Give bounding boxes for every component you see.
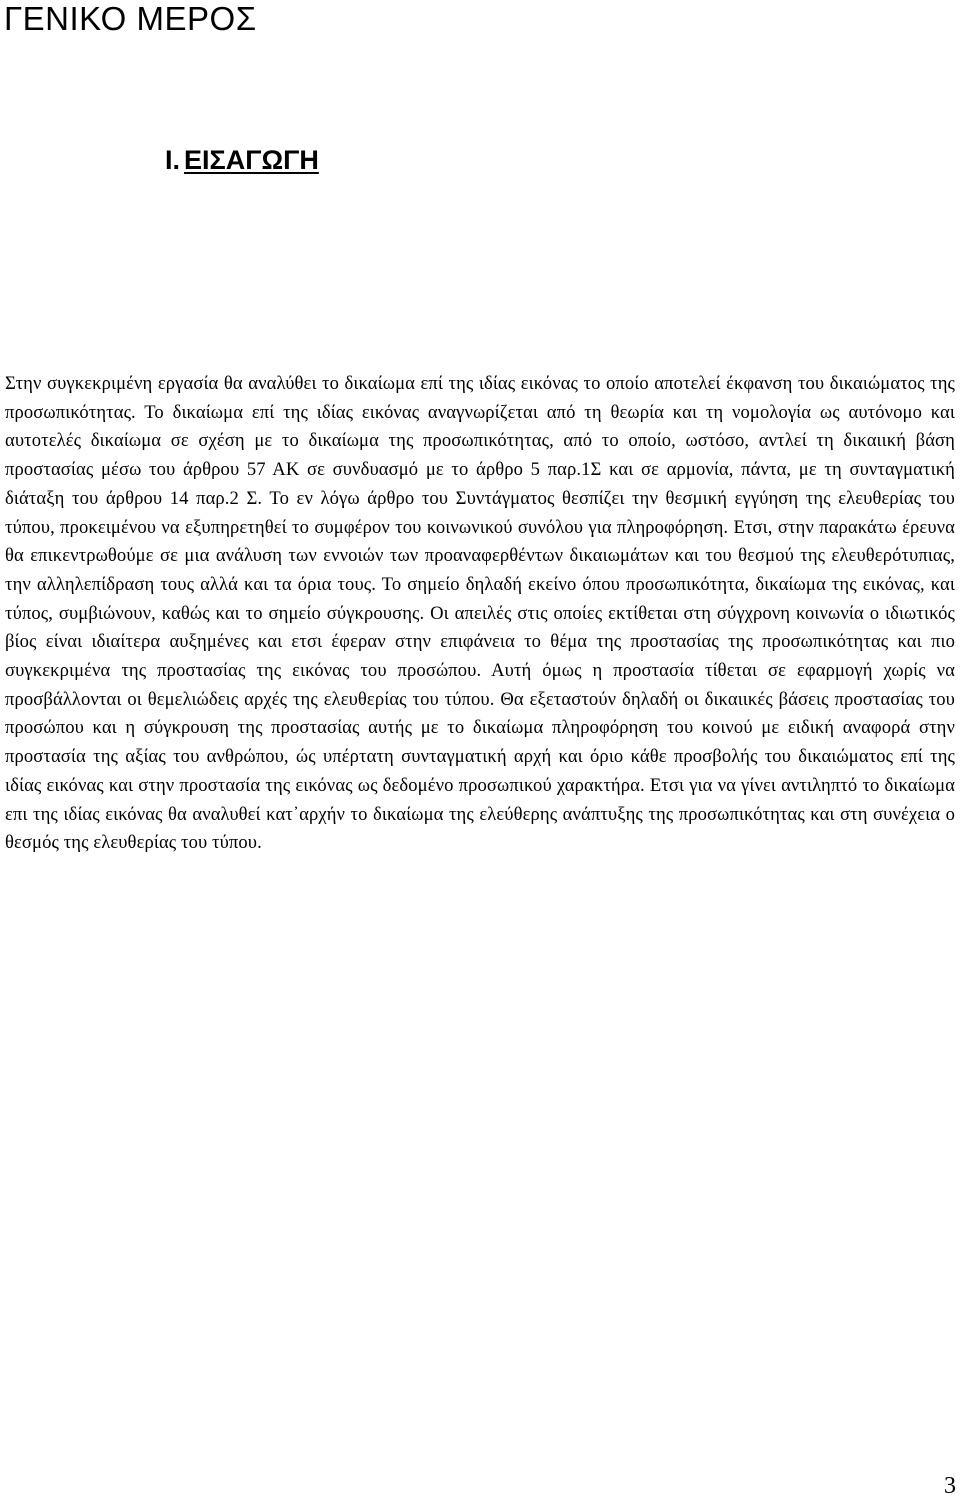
section-number: I. [165, 145, 181, 175]
introduction-paragraph: Στην συγκεκριμένη εργασία θα αναλύθει το δικαίωμα επί της ιδίας εικόνας το οποίο αποτελεί έκφανση του δικαιώματος της προσωπικότητας. Το δικαίωμα επί της ιδίας εικόνας αναγνωρίζεται από τη θεωρία και τη νομολογία ως αυτόνομο και αυτοτελές δικαίωμα σε σχέση με το δικαίωμα της προσωπικότητας, από το οποίο, ωστόσο, αντλεί τη δικαιική βάση προστασίας μέσω του άρθρου 57 ΑΚ σε συνδυασμό με το άρθρο 5 παρ.1Σ και σε αρμονία, πάντα, με τη συνταγματική διάταξη του άρθρου 14 παρ.2 Σ. Το εν λόγω άρθρο του Συντάγματος θεσπίζει την θεσμική εγγύηση της ελευθερίας του τύπου, προκειμένου να εξυπηρετηθεί το συμφέρον του κοινωνικού συνόλου για πληροφόρηση. Ετσι, στην παρακάτω έρευνα θα επικεντρωθούμε σε μια ανάλυση των εννοιών των προαναφερθέντων δικαιωμάτων και του θεσμού της ελευθερότυπιας, την αλληλεπίδραση τους αλλά και τα όρια τους. Το σημείο δηλαδή εκείνο όπου προσωπικότητα, δικαίωμα της εικόνας, και τύπος, συμβιώνουν, καθώς και το σημείο σύγκρουσης. Οι απειλές στις οποίες εκτίθεται στη σύγχρονη κοινωνία ο ιδιωτικός βίος είναι ιδιαίτερα αυξημένες και ετσι έφεραν στην επιφάνεια το θέμα της προστασίας της προσωπικότητας και πιο συγκεκριμένα της προστασίας της εικόνας του προσώπου. Αυτή όμως η προστασία τίθεται σε εφαρμογή χωρίς να προσβάλλονται οι θεμελιώδεις αρχές της ελευθερίας του τύπου. Θα εξεταστούν δηλαδή οι δικαιικές βάσεις προστασίας του προσώπου και η σύγκρουση της προστασίας αυτής με το δικαίωμα πληροφόρηση του κοινού με ειδική αναφορά στην προστασία της αξίας του ανθρώπου, ώς υπέρτατη συνταγματική αρχή και όριο κάθε προσβολής του δικαιώματος επί της ιδίας εικόνας και στην προστασία της εικόνας ως δεδομένο προσωπικού χαρακτήρα. Ετσι για να γίνει αντιληπτό το δικαίωμα επι της ιδίας εικόνας θα αναλυθεί κατ᾽αρχήν το δικαίωμα της ελεύθερης ανάπτυξης της προσωπικότητας και στη συνέχεια ο θεσμός της ελευθερίας του τύπου. [5, 373, 955, 854]
page-number: 3 [944, 1473, 956, 1499]
section-title: ΕΙΣΑΓΩΓΗ [184, 145, 319, 175]
section-heading [165, 143, 319, 177]
part-heading: ΓΕΝΙΚΟ ΜΕΡΟΣ [4, 0, 257, 37]
